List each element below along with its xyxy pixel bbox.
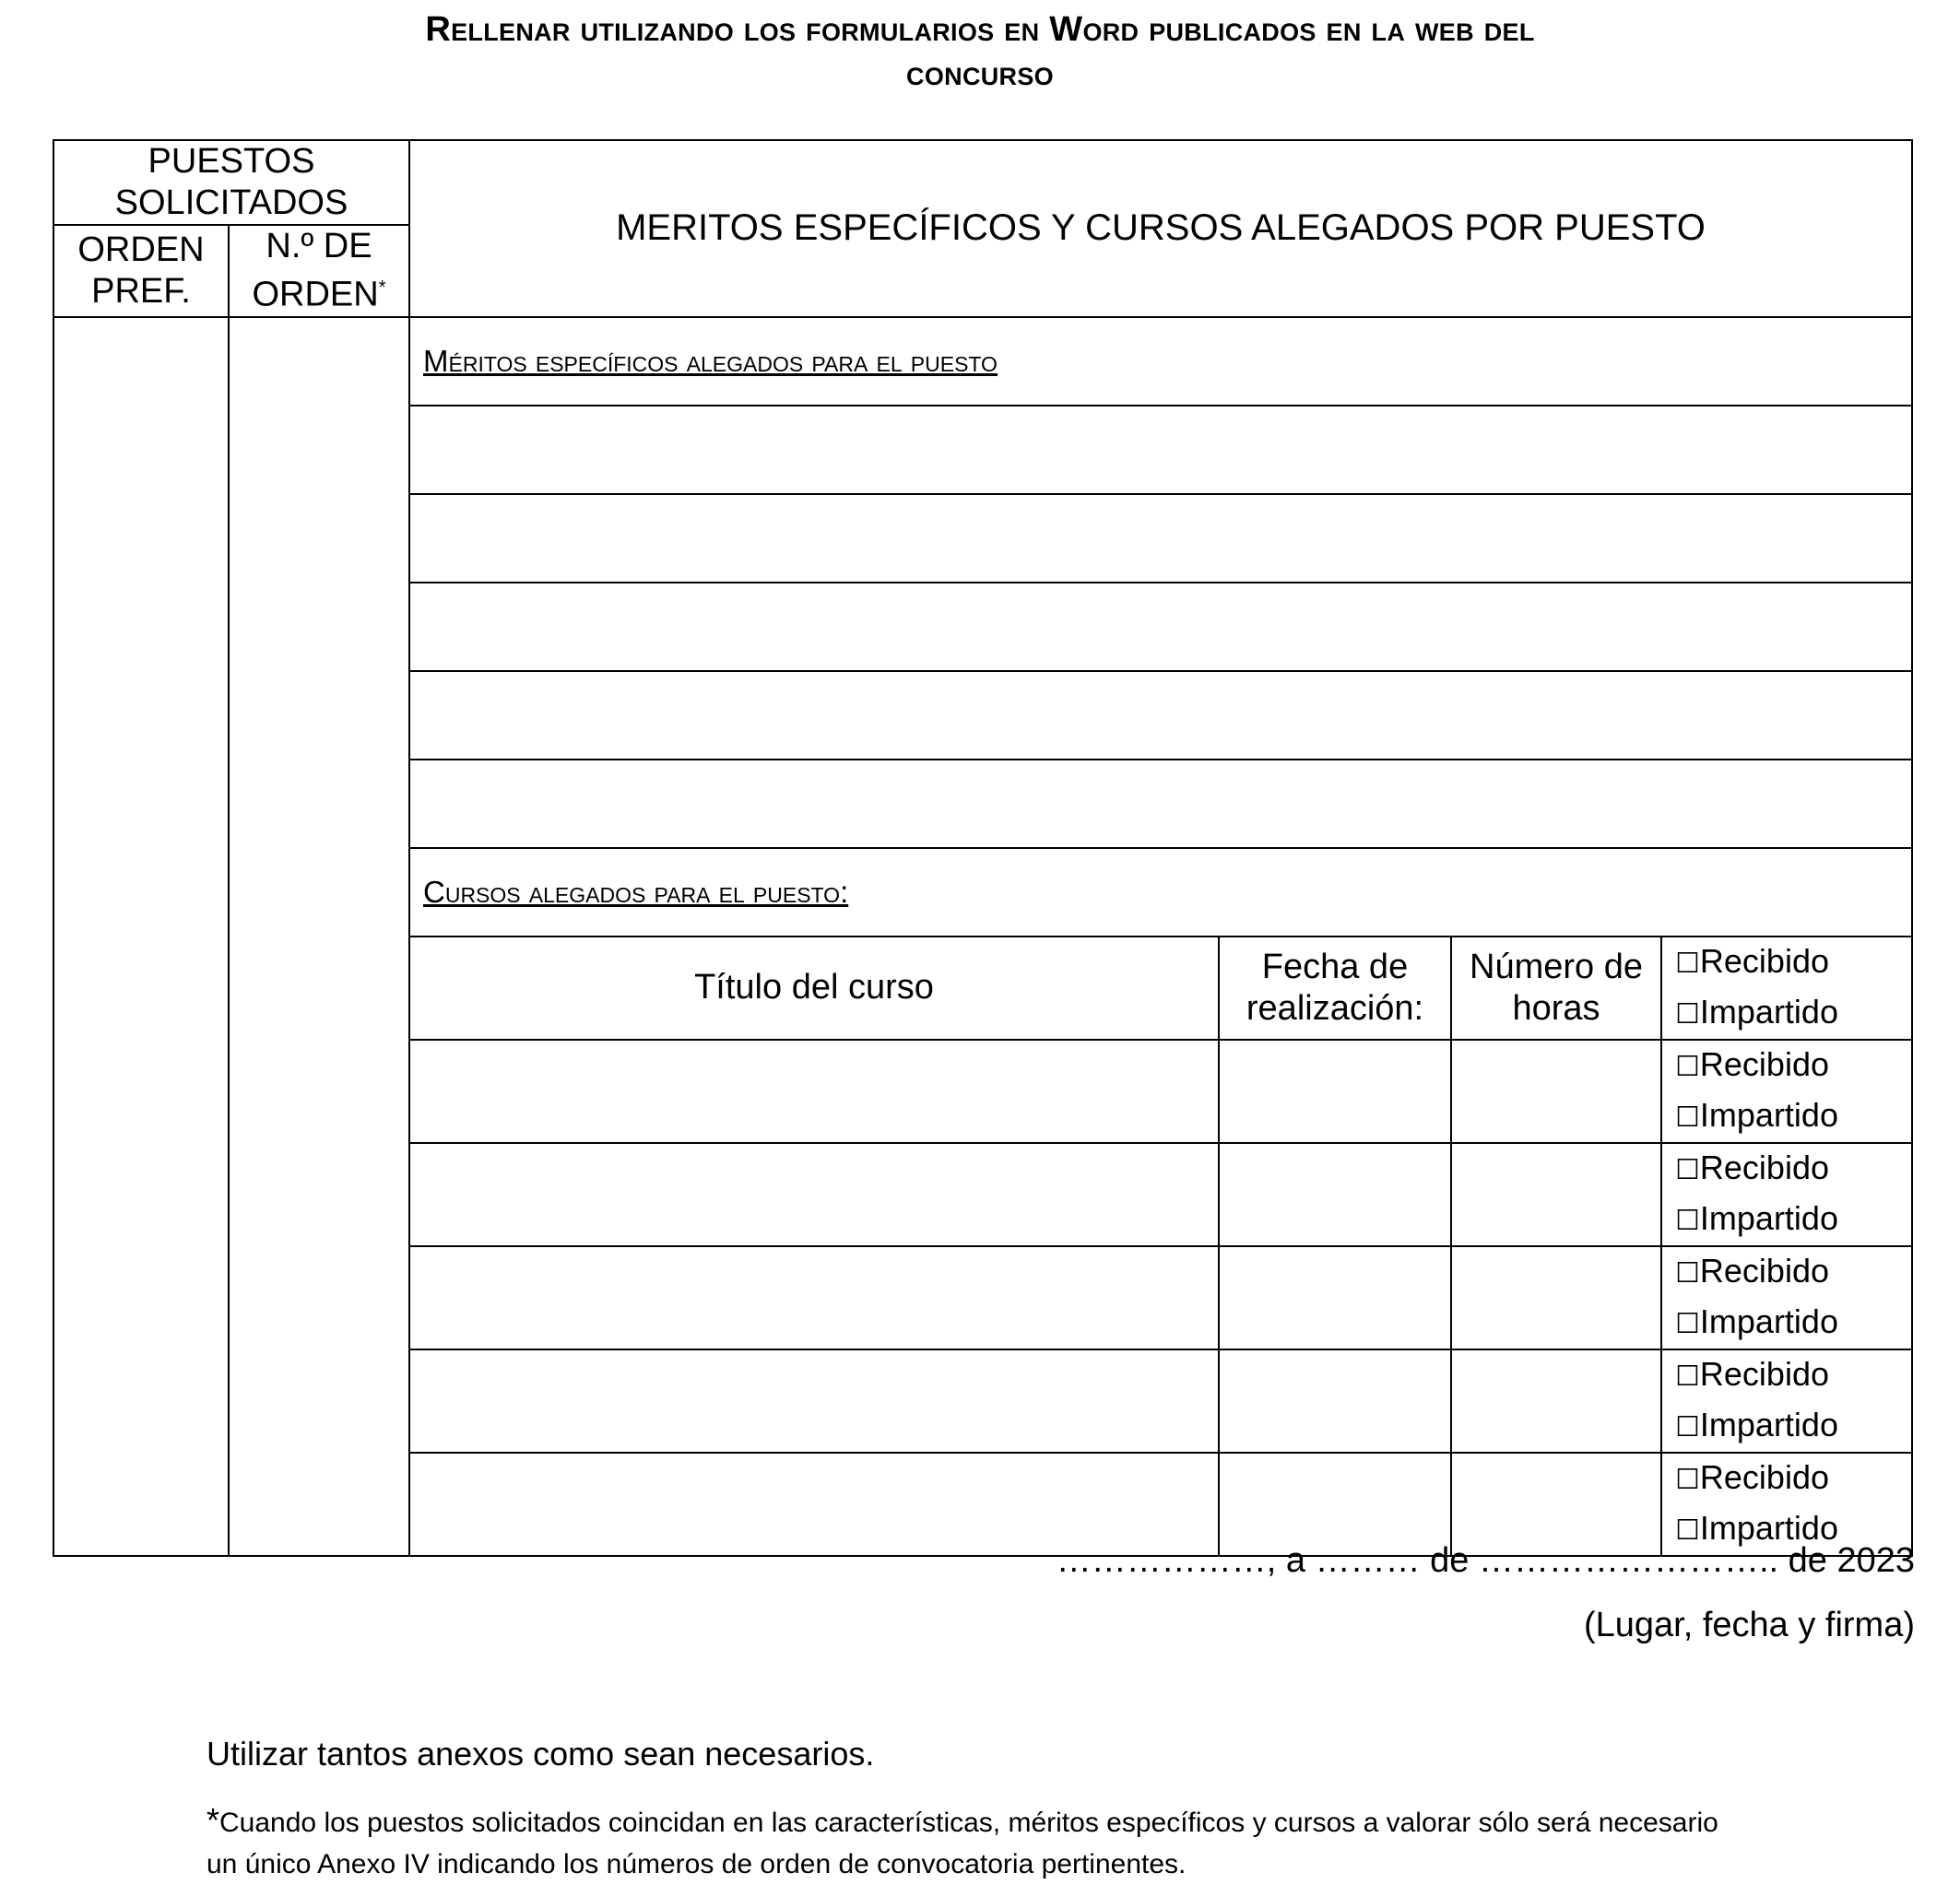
merit-line-3[interactable]: [409, 583, 1912, 671]
course-options: [1661, 1453, 1913, 1555]
signature-date-line: ………………, a ……… de …………………….. de 2023: [1056, 1541, 1915, 1580]
impartido-option[interactable]: [1675, 1091, 1913, 1142]
recibido-label: Recibido: [1699, 941, 1829, 980]
course-date-field[interactable]: [1219, 1246, 1451, 1349]
checkbox-icon[interactable]: ☐: [1675, 1153, 1700, 1186]
merit-line-4[interactable]: [409, 671, 1912, 760]
impartido-label: Impartido: [1699, 1508, 1838, 1547]
course-date-field[interactable]: [1219, 1143, 1451, 1246]
course-title-field[interactable]: [410, 1143, 1219, 1246]
title-line-1: Rellenar utilizando los formularios en Word publicados en la web del: [425, 10, 1535, 49]
checkbox-icon[interactable]: ☐: [1675, 1514, 1700, 1547]
recibido-option[interactable]: [1675, 1144, 1913, 1195]
n-orden-header: [229, 225, 409, 317]
cursos-label-colon: :: [840, 874, 849, 909]
course-title-field[interactable]: [410, 1453, 1219, 1555]
course-date-field[interactable]: [1219, 1453, 1451, 1555]
impartido-label: Impartido: [1699, 1095, 1838, 1134]
document-title: [0, 7, 1960, 96]
course-hours-field[interactable]: [1451, 1143, 1661, 1246]
title-line-2: concurso: [906, 54, 1054, 93]
puestos-solicitados-header: PUESTOS SOLICITADOS: [53, 140, 409, 225]
merit-line-1[interactable]: [409, 406, 1912, 494]
impartido-option[interactable]: [1675, 1195, 1913, 1245]
impartido-option[interactable]: [1675, 1298, 1913, 1349]
titulo-curso-header: Título del curso: [410, 937, 1219, 1040]
n-orden-footnote-mark: *: [378, 277, 386, 298]
n-orden-text: N.º DE ORDEN: [252, 227, 379, 314]
recibido-option[interactable]: [1675, 1454, 1913, 1504]
course-options: [1661, 1143, 1913, 1246]
annex-note: Utilizar tantos anexos como sean necesarios.: [207, 1735, 875, 1773]
course-hours-field[interactable]: [1451, 1246, 1661, 1349]
impartido-label: Impartido: [1699, 1198, 1838, 1237]
checkbox-icon[interactable]: ☐: [1675, 1256, 1700, 1290]
course-title-field[interactable]: [410, 1246, 1219, 1349]
course-row: [410, 1453, 1913, 1555]
footnote: [207, 1799, 1728, 1885]
impartido-option[interactable]: [1675, 1401, 1913, 1452]
recibido-option[interactable]: [1675, 1041, 1913, 1091]
header-options: [1661, 937, 1913, 1040]
recibido-option[interactable]: [1675, 1247, 1913, 1298]
courses-table: [410, 937, 1913, 1555]
recibido-label: Recibido: [1699, 1251, 1829, 1290]
checkbox-icon[interactable]: ☐: [1675, 1410, 1700, 1443]
recibido-label: Recibido: [1699, 1044, 1829, 1083]
course-options: [1661, 1349, 1913, 1453]
recibido-option[interactable]: [1675, 1350, 1913, 1401]
merit-line-5[interactable]: [409, 760, 1912, 848]
cursos-section-label: [409, 848, 1912, 937]
checkbox-icon[interactable]: ☐: [1675, 1101, 1700, 1134]
numero-horas-header: Número de horas: [1451, 937, 1661, 1040]
fecha-realizacion-header: Fecha de realización:: [1219, 937, 1451, 1040]
recibido-label: Recibido: [1699, 1354, 1829, 1393]
impartido-option[interactable]: [1675, 988, 1913, 1039]
orden-pref-header: ORDEN PREF.: [53, 225, 229, 317]
meritos-main-header: MERITOS ESPECÍFICOS Y CURSOS ALEGADOS POR PUESTO: [409, 140, 1912, 317]
checkbox-icon[interactable]: ☐: [1675, 1050, 1700, 1083]
checkbox-icon[interactable]: ☐: [1675, 997, 1700, 1031]
recibido-label: Recibido: [1699, 1148, 1829, 1186]
recibido-option[interactable]: [1675, 937, 1913, 988]
course-row: [410, 1040, 1913, 1143]
meritos-label-text: Méritos específicos alegados para el puesto: [423, 343, 998, 378]
footnote-mark: *: [207, 1801, 220, 1839]
course-title-field[interactable]: [410, 1040, 1219, 1143]
course-options: [1661, 1246, 1913, 1349]
course-hours-field[interactable]: [1451, 1040, 1661, 1143]
checkbox-icon[interactable]: ☐: [1675, 1463, 1700, 1496]
impartido-label: Impartido: [1699, 1405, 1838, 1443]
checkbox-icon[interactable]: ☐: [1675, 1360, 1700, 1393]
courses-area: [409, 937, 1912, 1556]
course-row: [410, 1349, 1913, 1453]
course-row: [410, 1246, 1913, 1349]
impartido-label: Impartido: [1699, 992, 1838, 1031]
merit-line-2[interactable]: [409, 494, 1912, 583]
cursos-label-text: Cursos alegados para el puesto: [423, 874, 841, 909]
checkbox-icon[interactable]: ☐: [1675, 947, 1700, 980]
impartido-label: Impartido: [1699, 1302, 1838, 1340]
recibido-label: Recibido: [1699, 1457, 1829, 1496]
checkbox-icon[interactable]: ☐: [1675, 1204, 1700, 1237]
orden-pref-field[interactable]: [53, 317, 229, 1556]
signature-caption: (Lugar, fecha y firma): [1583, 1606, 1915, 1644]
course-hours-field[interactable]: [1451, 1349, 1661, 1453]
footnote-text: Cuando los puestos solicitados coincidan en las características, méritos específicos y cursos a valorar sólo será necesario un único Anexo IV indicando los números de orden de convocatoria pertinentes.: [207, 1808, 1718, 1879]
meritos-section-label: [409, 317, 1912, 406]
checkbox-icon[interactable]: ☐: [1675, 1307, 1700, 1340]
course-row: [410, 1143, 1913, 1246]
merits-form-table: [53, 139, 1913, 1557]
course-date-field[interactable]: [1219, 1040, 1451, 1143]
course-hours-field[interactable]: [1451, 1453, 1661, 1555]
n-orden-field[interactable]: [229, 317, 409, 1556]
course-options: [1661, 1040, 1913, 1143]
course-date-field[interactable]: [1219, 1349, 1451, 1453]
course-title-field[interactable]: [410, 1349, 1219, 1453]
